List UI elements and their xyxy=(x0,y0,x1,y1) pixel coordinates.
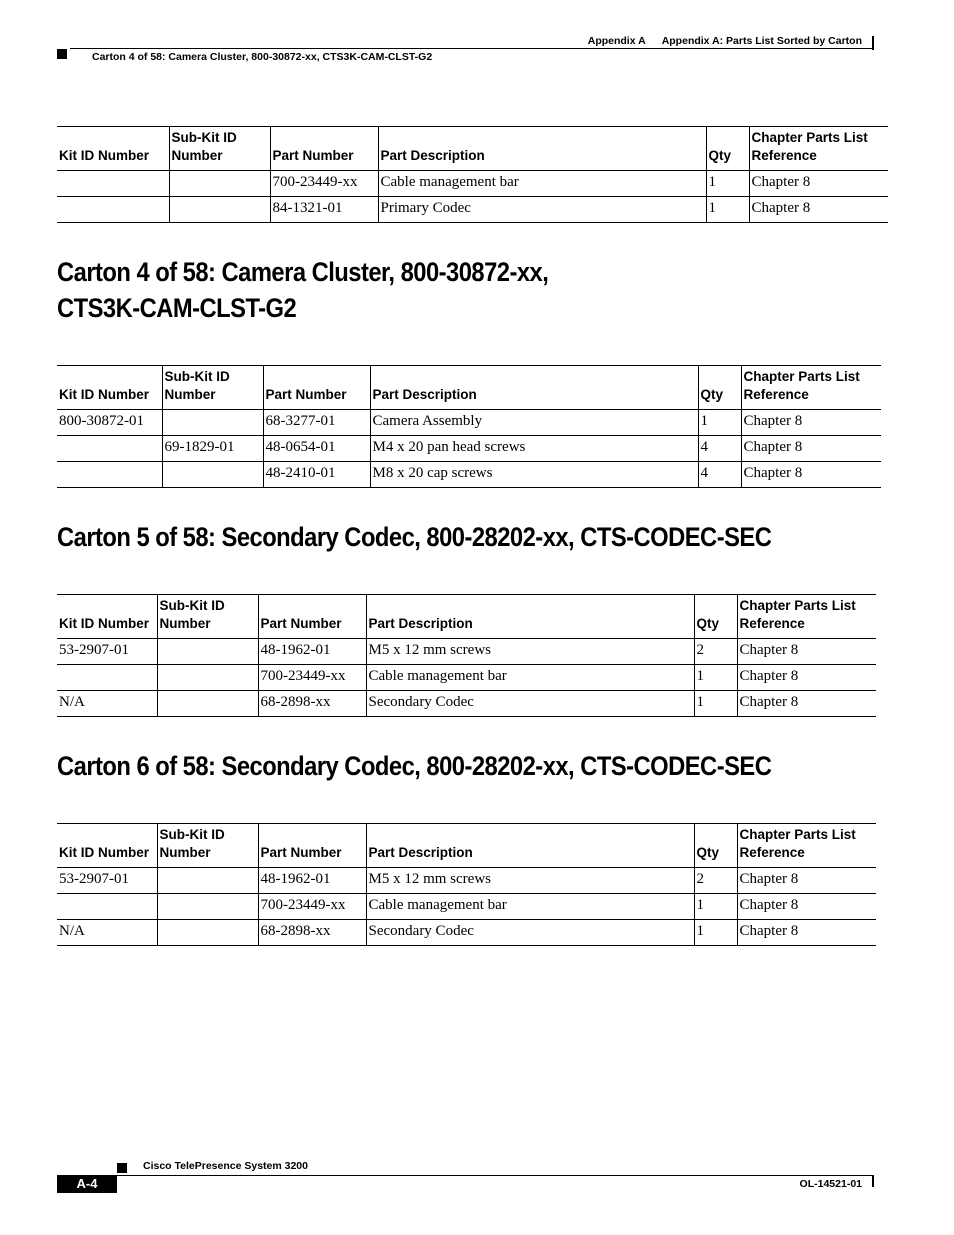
carton-5-heading: Carton 5 of 58: Secondary Codec, 800-28202-xx, CTS-CODEC-SEC xyxy=(57,522,772,552)
table-row xyxy=(57,691,876,717)
cell-kit-id: 800-30872-01 xyxy=(57,410,162,436)
cell-sub-kit-id xyxy=(169,171,270,197)
cell-kit-id: 53-2907-01 xyxy=(57,868,157,894)
cell-part-number: 700-23449-xx xyxy=(258,894,366,920)
table-row xyxy=(57,665,876,691)
cell-part-number: 48-0654-01 xyxy=(263,436,370,462)
cell-chapter-reference: Chapter 8 xyxy=(741,410,881,436)
cell-chapter-reference: Chapter 8 xyxy=(741,462,881,488)
cell-chapter-reference: Chapter 8 xyxy=(737,920,876,946)
header-rule xyxy=(70,48,874,49)
table-header-row xyxy=(57,824,876,868)
carton-6-heading: Carton 6 of 58: Secondary Codec, 800-28202-xx, CTS-CODEC-SEC xyxy=(57,751,772,781)
cell-part-description: Primary Codec xyxy=(378,197,706,223)
col-part-number: Part Number xyxy=(258,824,366,868)
cell-chapter-reference: Chapter 8 xyxy=(737,691,876,717)
cell-qty: 4 xyxy=(698,462,741,488)
cell-sub-kit-id xyxy=(162,410,263,436)
table-row xyxy=(57,868,876,894)
table-header-row xyxy=(57,366,881,410)
parts-table-carton-4 xyxy=(57,365,881,488)
cell-chapter-reference: Chapter 8 xyxy=(737,894,876,920)
col-part-description: Part Description xyxy=(366,824,694,868)
footer-rule xyxy=(57,1175,874,1176)
cell-part-description: M5 x 12 mm screws xyxy=(366,639,694,665)
col-sub-kit-id: Sub-Kit ID Number xyxy=(169,127,270,171)
cell-kit-id xyxy=(57,894,157,920)
table-row xyxy=(57,197,888,223)
col-sub-kit-id: Sub-Kit ID Number xyxy=(162,366,263,410)
cell-qty: 2 xyxy=(694,639,737,665)
cell-sub-kit-id xyxy=(162,462,263,488)
col-sub-kit-id: Sub-Kit ID Number xyxy=(157,824,258,868)
table-header-row xyxy=(57,595,876,639)
parts-table-continued xyxy=(57,126,888,223)
col-qty: Qty xyxy=(706,127,749,171)
cell-part-description: Secondary Codec xyxy=(366,920,694,946)
cell-sub-kit-id xyxy=(157,920,258,946)
carton-4-heading xyxy=(57,254,548,326)
cell-part-number: 700-23449-xx xyxy=(258,665,366,691)
footer-square-marker xyxy=(117,1163,127,1173)
cell-sub-kit-id xyxy=(157,868,258,894)
cell-qty: 1 xyxy=(698,410,741,436)
col-part-number: Part Number xyxy=(263,366,370,410)
carton-4-heading-line1: Carton 4 of 58: Camera Cluster, 800-30872-xx, xyxy=(57,257,549,287)
cell-part-description: Secondary Codec xyxy=(366,691,694,717)
parts-table-carton-6 xyxy=(57,823,876,946)
col-chapter-reference: Chapter Parts List Reference xyxy=(741,366,881,410)
cell-qty: 1 xyxy=(694,894,737,920)
col-kit-id: Kit ID Number xyxy=(57,127,169,171)
cell-kit-id xyxy=(57,197,169,223)
cell-kit-id: N/A xyxy=(57,691,157,717)
cell-part-description: Cable management bar xyxy=(378,171,706,197)
col-kit-id: Kit ID Number xyxy=(57,824,157,868)
cell-qty: 1 xyxy=(706,197,749,223)
cell-part-description: M5 x 12 mm screws xyxy=(366,868,694,894)
cell-part-description: Cable management bar xyxy=(366,665,694,691)
cell-part-number: 68-2898-xx xyxy=(258,920,366,946)
table-row xyxy=(57,171,888,197)
cell-qty: 4 xyxy=(698,436,741,462)
col-qty: Qty xyxy=(694,595,737,639)
table-row xyxy=(57,639,876,665)
col-chapter-reference: Chapter Parts List Reference xyxy=(749,127,888,171)
cell-chapter-reference: Chapter 8 xyxy=(737,868,876,894)
cell-kit-id xyxy=(57,462,162,488)
cell-sub-kit-id xyxy=(157,894,258,920)
cell-sub-kit-id xyxy=(157,639,258,665)
cell-part-description: Camera Assembly xyxy=(370,410,698,436)
cell-part-number: 68-2898-xx xyxy=(258,691,366,717)
cell-part-number: 48-2410-01 xyxy=(263,462,370,488)
footer-tick-mark xyxy=(872,1175,874,1187)
col-kit-id: Kit ID Number xyxy=(57,595,157,639)
col-sub-kit-id: Sub-Kit ID Number xyxy=(157,595,258,639)
col-part-description: Part Description xyxy=(378,127,706,171)
cell-part-description: M8 x 20 cap screws xyxy=(370,462,698,488)
cell-sub-kit-id xyxy=(157,691,258,717)
col-kit-id: Kit ID Number xyxy=(57,366,162,410)
running-header-section: Carton 4 of 58: Camera Cluster, 800-30872-xx, CTS3K-CAM-CLST-G2 xyxy=(92,51,433,63)
col-part-number: Part Number xyxy=(258,595,366,639)
cell-part-number: 700-23449-xx xyxy=(270,171,378,197)
cell-part-number: 48-1962-01 xyxy=(258,639,366,665)
cell-chapter-reference: Chapter 8 xyxy=(749,171,888,197)
cell-qty: 1 xyxy=(706,171,749,197)
cell-kit-id xyxy=(57,436,162,462)
running-header-right xyxy=(588,35,862,47)
footer-doc-number: OL-14521-01 xyxy=(799,1178,862,1190)
page-number: A-4 xyxy=(57,1175,117,1193)
cell-part-description: M4 x 20 pan head screws xyxy=(370,436,698,462)
cell-part-number: 68-3277-01 xyxy=(263,410,370,436)
col-chapter-reference: Chapter Parts List Reference xyxy=(737,595,876,639)
table-row xyxy=(57,410,881,436)
cell-qty: 1 xyxy=(694,920,737,946)
col-qty: Qty xyxy=(698,366,741,410)
cell-kit-id: N/A xyxy=(57,920,157,946)
col-qty: Qty xyxy=(694,824,737,868)
col-part-description: Part Description xyxy=(366,595,694,639)
cell-chapter-reference: Chapter 8 xyxy=(749,197,888,223)
cell-sub-kit-id xyxy=(169,197,270,223)
table-row xyxy=(57,436,881,462)
cell-part-number: 48-1962-01 xyxy=(258,868,366,894)
appendix-title: Appendix A: Parts List Sorted by Carton xyxy=(661,35,862,47)
parts-table-carton-5 xyxy=(57,594,876,717)
cell-kit-id xyxy=(57,171,169,197)
cell-chapter-reference: Chapter 8 xyxy=(737,665,876,691)
footer-doc-title: Cisco TelePresence System 3200 xyxy=(143,1160,308,1172)
col-part-description: Part Description xyxy=(370,366,698,410)
cell-chapter-reference: Chapter 8 xyxy=(737,639,876,665)
carton-4-heading-line2: CTS3K-CAM-CLST-G2 xyxy=(57,293,297,323)
table-row xyxy=(57,920,876,946)
cell-qty: 1 xyxy=(694,665,737,691)
table-row xyxy=(57,894,876,920)
cell-qty: 2 xyxy=(694,868,737,894)
cell-kit-id: 53-2907-01 xyxy=(57,639,157,665)
cell-part-description: Cable management bar xyxy=(366,894,694,920)
table-row xyxy=(57,462,881,488)
col-part-number: Part Number xyxy=(270,127,378,171)
cell-kit-id xyxy=(57,665,157,691)
cell-qty: 1 xyxy=(694,691,737,717)
cell-sub-kit-id xyxy=(157,665,258,691)
cell-part-number: 84-1321-01 xyxy=(270,197,378,223)
table-header-row xyxy=(57,127,888,171)
cell-chapter-reference: Chapter 8 xyxy=(741,436,881,462)
cell-sub-kit-id: 69-1829-01 xyxy=(162,436,263,462)
appendix-label: Appendix A xyxy=(587,35,646,47)
col-chapter-reference: Chapter Parts List Reference xyxy=(737,824,876,868)
header-square-marker xyxy=(57,49,67,59)
